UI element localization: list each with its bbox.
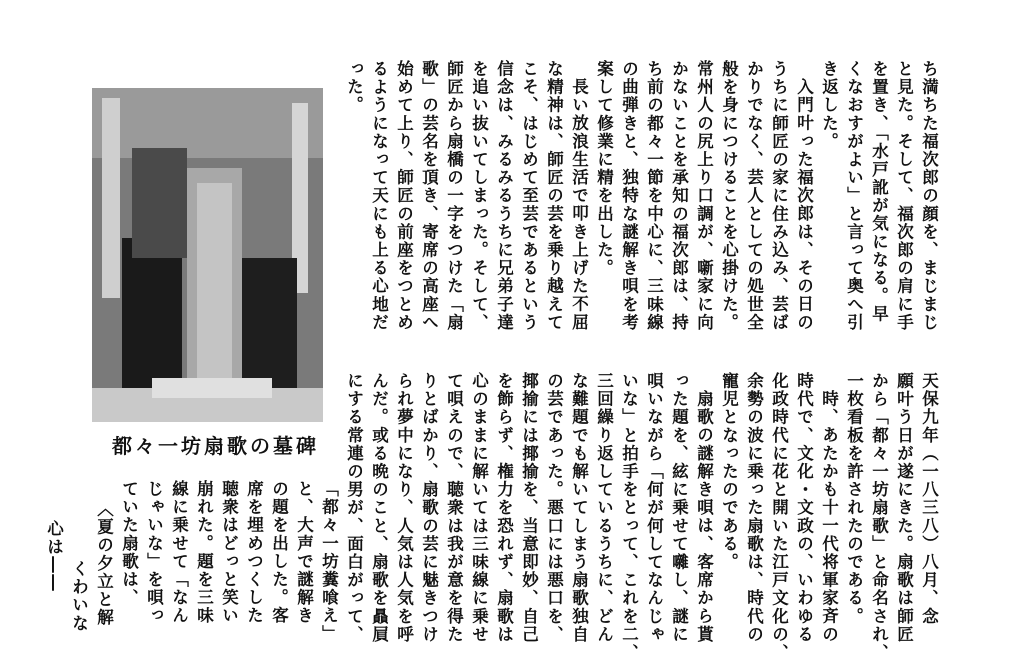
text-column: 余勢の波に乗った扇歌は、時代の [744, 372, 764, 644]
text-column: 席を埋めつくした [244, 480, 264, 625]
text-column: 線に乗せて「なん [169, 480, 189, 625]
photo-caption: 都々一坊扇歌の墓碑 [112, 434, 319, 458]
text-column: 天保九年（一八三八）八月、念 [919, 372, 939, 626]
text-column: と、大声で謎解き [294, 480, 314, 625]
text-column: ち満ちた福次郎の顔を、まじまじ [919, 60, 939, 332]
text-column: ち前の都々一節を中心に、三味線 [644, 60, 664, 332]
text-column: った。 [344, 60, 364, 115]
text-column: かないことを承知の福次郎は、持 [669, 60, 689, 332]
gravestone-photo [92, 88, 323, 422]
text-column: き返した。 [819, 60, 839, 151]
text-column: りとばかり、扇歌の芸に魅きつけ [419, 372, 439, 644]
text-column: くなおすがよい」と言って奥へ引 [844, 60, 864, 332]
text-column: 揶揄には揶揄を、当意即妙、自己 [519, 372, 539, 644]
text-column: ていた扇歌は、 [119, 480, 139, 607]
text-column: を飾らず、権力を恐れず、扇歌は [494, 372, 514, 644]
text-column: の曲弾きと、独特な謎解き唄を考 [619, 60, 639, 332]
text-column: 〈夏の夕立と解 [94, 500, 114, 627]
text-column: 信念は、みるみるうちに兄弟子達 [494, 60, 514, 332]
text-column: の題を出した。客 [269, 480, 289, 625]
text-column: な精神は、師匠の芸を乗り越えて [544, 60, 564, 332]
text-column: こそ、はじめて至芸であるという [519, 60, 539, 332]
text-column: 心のままに解いては三味線に乗せ [469, 372, 489, 644]
text-column: 時、あたかも十一代将軍家斉の [819, 390, 839, 644]
text-column: 一枚看板を許されたのである。 [844, 372, 864, 626]
text-column: かりでなく、芸人としての処世全 [744, 60, 764, 332]
text-column: から「都々一坊扇歌」と命名され、 [869, 372, 889, 662]
text-column: 歌」の芸名を頂き、寄席の高座へ [419, 60, 439, 332]
text-column: 崩れた。題を三味 [194, 480, 214, 625]
text-column: 始めて上り、師匠の前座をつとめ [394, 60, 414, 332]
text-column: った題を、絃に乗せて囃し、謎に [669, 372, 689, 644]
text-column: を置き、「水戸訛が気になる。早 [869, 60, 889, 324]
text-column: じゃいな」を唄っ [144, 480, 164, 625]
text-column: うちに師匠の家に住み込み、芸ば [769, 60, 789, 332]
text-column: るようになって天にも上る心地だ [369, 60, 389, 332]
text-column: 師匠から扇橋の一字をつけた「扇 [444, 60, 464, 332]
text-column: な難題でも解いてしまう扇歌独自 [569, 372, 589, 644]
text-column: くわいな [69, 560, 89, 633]
text-column: 三回繰り返しているうちに、どん [594, 372, 614, 644]
text-column: 長い放浪生活で叩き上げた不屈 [569, 78, 589, 332]
gravestone-image [92, 88, 323, 422]
text-column: 願叶う日が遂にきた。扇歌は師匠 [894, 372, 914, 644]
text-column: 唄いながら「何が何してなんじゃ [644, 372, 664, 644]
text-column: 常州人の尻上り口調が、噺家に向 [694, 60, 714, 332]
text-column: 時代で、文化・文政の、いわゆる [794, 372, 814, 644]
text-column: 化政時代に花と開いた江戸文化の、 [769, 372, 789, 662]
text-column: て唄えので、聴衆は我が意を得た [444, 372, 464, 644]
text-column: 寵児となったのである。 [719, 372, 739, 572]
text-column: 聴衆はどっと笑い [219, 480, 239, 625]
text-column: 扇歌の謎解き唄は、客席から貰 [694, 390, 714, 644]
text-column: いな」と拍手をとって、これを二、 [619, 372, 639, 662]
text-column: んだ。或る晩のこと、扇歌を贔屓 [369, 372, 389, 644]
text-column: 心は―― [44, 520, 64, 593]
text-column: にする常連の男が、面白がって、 [344, 372, 364, 644]
text-column: の芸であった。悪口には悪口を、 [544, 372, 564, 644]
text-column: 入門叶った福次郎は、その日の [794, 78, 814, 332]
text-column: 「都々一坊糞喰え」 [319, 480, 339, 643]
text-column: 般を身につけることを心掛けた。 [719, 60, 739, 332]
text-column: を追い抜いてしまった。そして、 [469, 60, 489, 332]
text-column: 案して修業に精を出した。 [594, 60, 614, 278]
text-column: と見た。そして、福次郎の肩に手 [894, 60, 914, 332]
text-column: られ夢中になり、人気は人気を呼 [394, 372, 414, 644]
